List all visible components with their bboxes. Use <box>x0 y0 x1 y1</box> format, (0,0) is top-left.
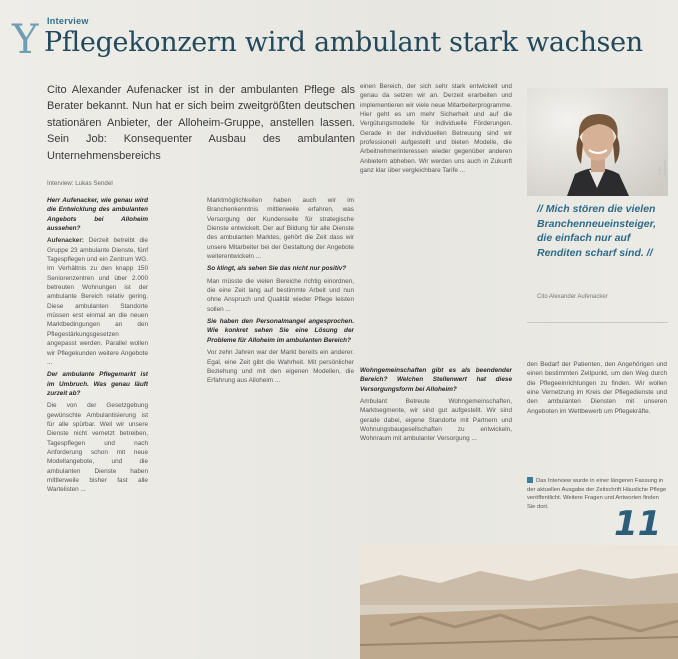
portrait-photo <box>527 88 668 196</box>
question: Sie haben den Personalmangel angesprochen. Wie konkret sehen Sie eine Lösung der Probleme für Alloheim im ambulanten Bereich? <box>207 318 354 344</box>
landscape-illustration <box>360 545 678 659</box>
answer-text: Man müsste die vielen Bereiche richtig einordnen, die eine Zeit lang auf bestimmte Arbeit und nun ohne Anspruch und Qualität wieder Pflege leisten sollen ... <box>207 277 354 313</box>
square-bullet-icon <box>527 477 533 483</box>
text-column-4 <box>527 360 667 470</box>
question: Der ambulante Pflegemarkt ist im Umbruch. Was genau läuft zurzeit ab? <box>47 371 148 397</box>
page-number: 11 <box>614 504 662 544</box>
article-lead: Cito Alexander Aufenacker ist in der ambulanten Pflege als Berater bekannt. Nun hat er sich beim zweitgrößten deutschen stationären Anbieter, der Alloheim-Gruppe, anstellen lassen. Sein Job: Konsequenter Ausbau des ambulanten Unternehmensbereichs <box>47 84 355 162</box>
pull-quote: // Mich stören die vielen Branchenneueinsteiger, die einfach nur auf Renditen scharf sind. // <box>537 203 657 259</box>
answer-speaker: Aufenacker: <box>47 237 84 245</box>
answer-text: Vor zehn Jahren war der Markt bereits ein anderer. Egal, eine Zeit gibt die Wahrheit. Mit persönlicher Beziehung und mit den eigenen Modellen, die Erfahrung aus Alloheim ... <box>207 349 354 385</box>
portrait-illustration <box>527 88 668 196</box>
question: Wohngemeinschaften gibt es als beendender Bereich? Welchen Stellenwert hat diese Versorgungsform bei Alloheim? <box>360 367 512 393</box>
landscape-photo <box>360 545 678 659</box>
sidebar-divider <box>527 322 668 323</box>
answer-text: einen Bereich, der sich sehr stark entwickelt und genau da setzen wir an. Derzeit erarbeiten und implementieren wir viele neue Mitarbeiterprogramme. Hier geht es um mehr Sicherheit und auf die Vergütungsmodelle für individuelle Förderungen. Gerade in der individuellen Betreuung sind wir professionell aufgestellt und bieten Modelle, die Arbeitnehmerinteressen wieder gegenüber anderen Anbietern abheben. Wir werden uns auch in Zukunft ganz klar über vergleichbare Tarife ... <box>360 83 512 175</box>
answer-text: Ambulant Betreute Wohngemeinschaften, Marktsegmente, wir sind gut aufgestellt. Wir sind gerade dabei, eigene Standorte mit Partnern und Wohnungsbaugesellschaften zu entwickeln, Wohnraum mit ambulanter Versorgung ... <box>360 398 512 443</box>
text-column-3-lower <box>360 366 512 544</box>
text-column-3 <box>360 82 512 360</box>
question: Herr Aufenacker, wie genau wird die Entwicklung des ambulanten Angebots bei Alloheim aussehen? <box>47 197 148 233</box>
answer-text: den Bedarf der Patienten, den Angehörigen und einen bestimmten Zeitpunkt, um den Weg durch die Pflegeeinrichtungen zu finden. Wir wollen eine Vernetzung im Kreis der Pflegedienste und den ambulanten Diensten mit unseren Angeboten im Wettbewerb um Pflegekräfte. <box>527 361 667 415</box>
answer-text: Marktmöglichkeiten haben auch wir im Branchenkenntnis mittlerweile erfahren, was Versorgung der Kundenseite für strategische Dienste entwickelt. Der auf Bildung für alle Dienste des ambulanten Marktes, gehört die Zeit dass wir unsere Mitarbeiter bei der Gestaltung der Angebote weiterentwickeln ... <box>207 197 354 261</box>
pull-quote-author: Cito Alexander Aufenacker <box>537 294 608 300</box>
info-text: Das Interview wurde in einer längeren Fassung in der aktuellen Ausgabe der Zeitschrift Häusliche Pflege veröffentlicht. Weitere Fragen und Antworten finden Sie dort. <box>527 478 667 510</box>
answer-text: Die von der Gesetzgebung gewünschte Ambulantisierung ist für alle spürbar. Weil wir unsere Dienste nicht vernetzt betreiben, Tagespflegen und nach Anforderung schon mit neue Modellangebote, und die ambulanten Dienste haben mittlerweile bisher fast alle Wartelisten ... <box>47 402 148 494</box>
article-byline: Interview: Lukas Sendel <box>47 180 113 187</box>
photo-credit: Foto: Alloheim <box>657 159 667 175</box>
article-headline: Pflegekonzern wird ambulant stark wachsen <box>44 27 643 58</box>
text-column-1 <box>47 196 148 636</box>
text-column-2 <box>207 196 354 636</box>
y-logo-mark: Y <box>12 17 39 63</box>
answer-paragraph <box>47 236 148 367</box>
answer-text: Derzeit betreibt die Gruppe 23 ambulante Dienste, fünf Tagespflegen und ein Zentrum WG. Im Verhältnis zu den knapp 150 Seniorenzentren und über 2.000 betreuten Wohnungen ist der ambulante Bereich relativ gering. Diese ambulanten Standorte müssen erst einmal an die neuen Marktbedingungen an den Pflegestärkungsgesetzen angepasst werden. Parallel wollen wir Pflegekunden weitere Angebote ... <box>47 237 148 366</box>
section-rubric: Interview <box>47 16 89 26</box>
question: So klingt, als sehen Sie das nicht nur positiv? <box>207 265 347 273</box>
